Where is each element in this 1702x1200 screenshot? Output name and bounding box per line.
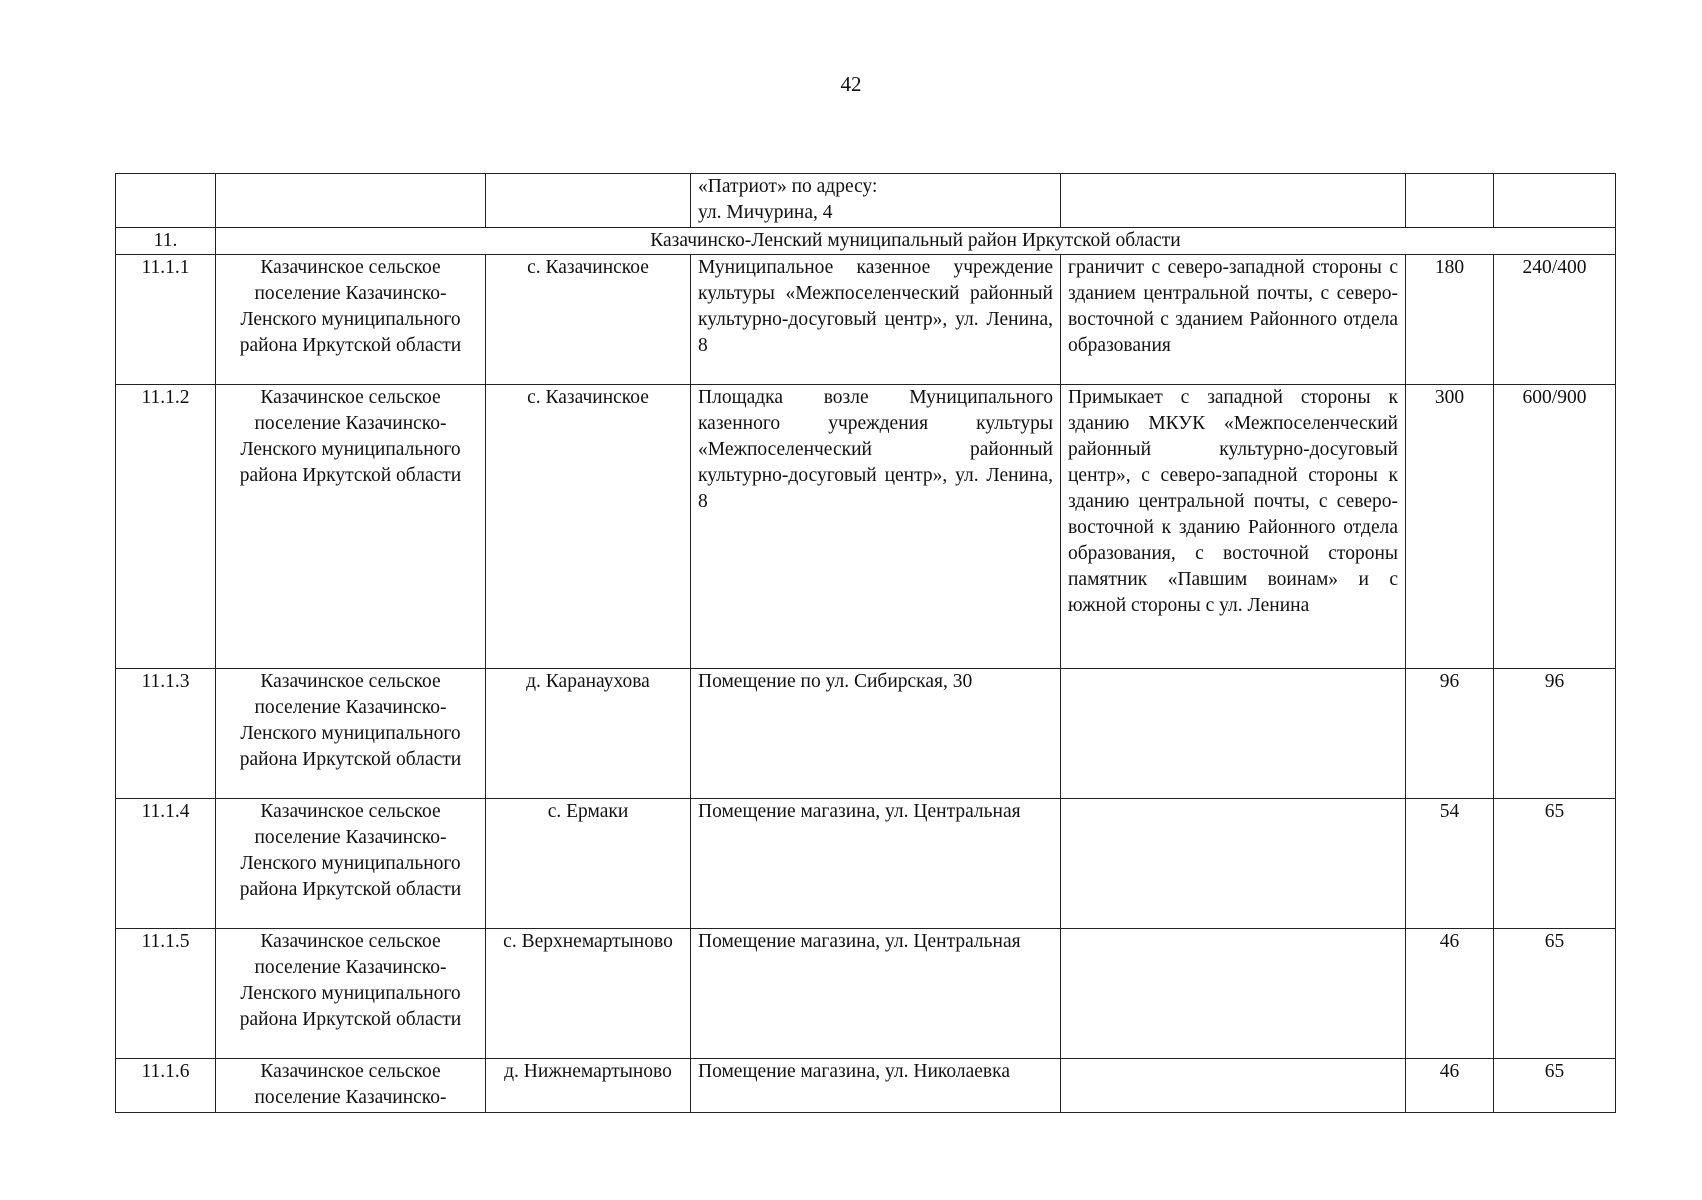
page-number: 42 (840, 72, 862, 96)
row-borders (1061, 1059, 1406, 1113)
row-area: 180 (1406, 255, 1494, 385)
row-capacity: 65 (1494, 929, 1616, 1059)
row-locality: с. Ермаки (486, 799, 691, 929)
row-area: 96 (1406, 669, 1494, 799)
cell-capacity (1494, 174, 1616, 228)
row-object: Муниципальное казенное учреждение культуры «Межпоселенческий районный культурно-досуговый центр», ул. Ленина, 8 (691, 255, 1061, 385)
section-title: Казачинско-Ленский муниципальный район Иркутской области (216, 228, 1616, 255)
row-borders: Примыкает с западной стороны к зданию МКУК «Межпоселенческий районный культурно-досуговый центр», с северо-западной стороны к зданию центральной почты, с северо-восточной к зданию Районного отдела образования, с восточной стороны памятник «Павшим воинам» и с южной стороны с ул. Ленина (1061, 385, 1406, 669)
row-capacity: 65 (1494, 799, 1616, 929)
row-area: 46 (1406, 929, 1494, 1059)
row-locality: с. Казачинское (486, 255, 691, 385)
row-object: Помещение магазина, ул. Центральная (691, 799, 1061, 929)
row-borders: граничит с северо-западной стороны с зданием центральной почты, с северо-восточной с зданием Районного отдела образования (1061, 255, 1406, 385)
row-area: 54 (1406, 799, 1494, 929)
table-row (116, 799, 1616, 929)
row-settlement: Казачинское сельское поселение Казачинско- (216, 1059, 486, 1113)
cell-object (691, 174, 1061, 228)
row-number: 11.1.3 (116, 669, 216, 799)
row-area: 46 (1406, 1059, 1494, 1113)
row-settlement: Казачинское сельское поселение Казачинско-Ленского муниципального района Иркутской области (216, 929, 486, 1059)
venues-table (115, 173, 1616, 1113)
table-row (116, 255, 1616, 385)
cell-settlement (216, 174, 486, 228)
row-locality: с. Верхнемартыново (486, 929, 691, 1059)
row-capacity: 600/900 (1494, 385, 1616, 669)
cell-locality (486, 174, 691, 228)
section-number: 11. (116, 228, 216, 255)
cell-number (116, 174, 216, 228)
row-borders (1061, 929, 1406, 1059)
row-settlement: Казачинское сельское поселение Казачинско-Ленского муниципального района Иркутской области (216, 385, 486, 669)
row-object: Площадка возле Муниципального казенного учреждения культуры «Межпоселенческий районный культурно-досуговый центр», ул. Ленина, 8 (691, 385, 1061, 669)
cell-borders (1061, 174, 1406, 228)
row-object: Помещение магазина, ул. Центральная (691, 929, 1061, 1059)
table-row (116, 929, 1616, 1059)
row-borders (1061, 669, 1406, 799)
row-locality: с. Казачинское (486, 385, 691, 669)
row-settlement: Казачинское сельское поселение Казачинско-Ленского муниципального района Иркутской области (216, 255, 486, 385)
table-row (116, 385, 1616, 669)
row-capacity: 240/400 (1494, 255, 1616, 385)
row-capacity: 96 (1494, 669, 1616, 799)
object-line: ул. Мичурина, 4 (698, 202, 833, 223)
row-number: 11.1.2 (116, 385, 216, 669)
row-number: 11.1.6 (116, 1059, 216, 1113)
row-number: 11.1.1 (116, 255, 216, 385)
row-locality: д. Каранаухова (486, 669, 691, 799)
row-number: 11.1.5 (116, 929, 216, 1059)
row-object: Помещение магазина, ул. Николаевка (691, 1059, 1061, 1113)
cell-area (1406, 174, 1494, 228)
row-settlement: Казачинское сельское поселение Казачинско-Ленского муниципального района Иркутской области (216, 669, 486, 799)
row-locality: д. Нижнемартыново (486, 1059, 691, 1113)
row-borders (1061, 799, 1406, 929)
object-line: «Патриот» по адресу: (698, 176, 878, 197)
table-row (116, 1059, 1616, 1113)
table-row (116, 669, 1616, 799)
row-number: 11.1.4 (116, 799, 216, 929)
row-settlement: Казачинское сельское поселение Казачинско-Ленского муниципального района Иркутской области (216, 799, 486, 929)
table-row-continuation (116, 174, 1616, 228)
row-capacity: 65 (1494, 1059, 1616, 1113)
row-area: 300 (1406, 385, 1494, 669)
section-row (116, 228, 1616, 255)
row-object: Помещение по ул. Сибирская, 30 (691, 669, 1061, 799)
